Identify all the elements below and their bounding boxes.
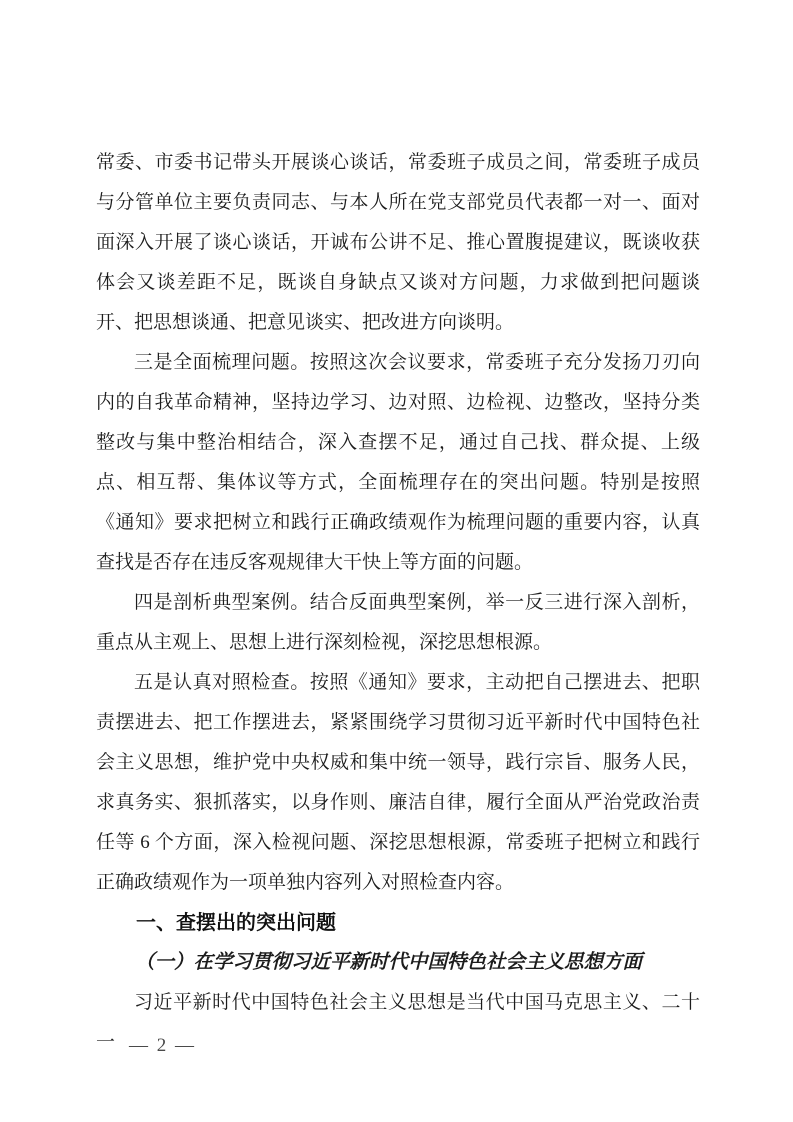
- paragraph-fifth-self-examination: 五是认真对照检查。按照《通知》要求，主动把自己摆进去、把职责摆进去、把工作摆进去，紧紧围绕学习贯彻习近平新时代中国特色社会主义思想，维护党中央权威和集中统一领导，践行宗旨、服务人民，求真务实、狠抓落实，以身作则、廉洁自律，履行全面从严治党政治责任等 6 个方面，深入检视问题、深挖思想根源，常委班子把树立和践行正确政绩观作为一项单独内容列入对照检查内容。: [96, 672, 700, 893]
- paragraph-fourth-typical-cases: 四是剖析典型案例。结合反面典型案例，举一反三进行深入剖析，重点从主观上、思想上进行深刻检视，深挖思想根源。: [96, 592, 700, 653]
- document-body: [96, 143, 700, 1063]
- section-heading-problems-found: 一、查摆出的突出问题: [136, 912, 336, 934]
- paragraph-trailing-thought-intro: 习近平新时代中国特色社会主义思想是当代中国马克思主义、二十一: [96, 992, 700, 1053]
- sub-heading-thought-aspect: （一）在学习贯彻习近平新时代中国特色社会主义思想方面: [135, 952, 643, 973]
- paragraph-third-sorting-problems: 三是全面梳理问题。按照这次会议要求，常委班子充分发扬刀刃向内的自我革命精神，坚持边学习、边对照、边检视、边整改，坚持分类整改与集中整治相结合，深入查摆不足，通过自己找、群众提、上级点、相互帮、集体议等方式，全面梳理存在的突出问题。特别是按照《通知》要求把树立和践行正确政绩观作为梳理问题的重要内容，认真查找是否存在违反客观规律大干快上等方面的问题。: [96, 352, 700, 573]
- page-number: — 2 —: [129, 1035, 196, 1056]
- paragraph-continued-talks: 常委、市委书记带头开展谈心谈话，常委班子成员之间，常委班子成员与分管单位主要负责同志、与本人所在党支部党员代表都一对一、面对面深入开展了谈心谈话，开诚布公讲不足、推心置腹提建议，既谈收获体会又谈差距不足，既谈自身缺点又谈对方问题，力求做到把问题谈开、把思想谈通、把意见谈实、把改进方向谈明。: [96, 152, 700, 333]
